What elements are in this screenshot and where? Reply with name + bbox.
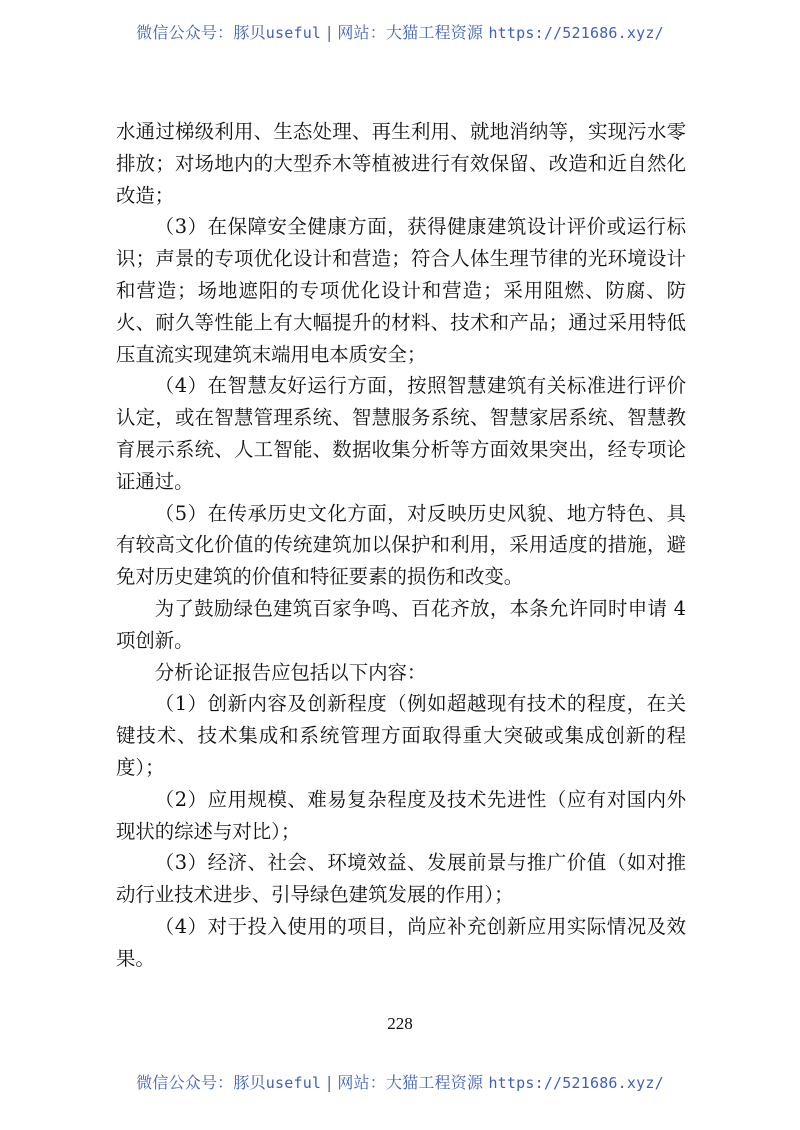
paragraph-report-intro: 分析论证报告应包括以下内容： xyxy=(154,660,427,684)
footer-watermark xyxy=(0,1070,800,1093)
paragraph-report-item-3: （3）经济、社会、环境效益、发展前景与推广价值（如对推动行业技术进步、引导绿色建筑发展的作用）； xyxy=(116,851,686,907)
paragraph-item-3-safety-health: （3）在保障安全健康方面，获得健康建筑设计评价或运行标识；声景的专项优化设计和营造；符合人体生理节律的光环境设计和营造；场地遮阳的专项优化设计和营造；采用阻燃、防腐、防火、耐久等性能上有大幅提升的材料、技术和产品；通过采用特低压直流实现建筑末端用电本质安全； xyxy=(116,215,686,366)
paragraph-item-4-smart-operation: （4）在智慧友好运行方面，按照智慧建筑有关标准进行评价认定，或在智慧管理系统、智慧服务系统、智慧家居系统、智慧教育展示系统、人工智能、数据收集分析等方面效果突出，经专项论证通过。 xyxy=(116,374,686,493)
paragraph-report-item-4: （4）对于投入使用的项目，尚应补充创新应用实际情况及效果。 xyxy=(116,914,686,970)
paragraph-innovation-limit: 为了鼓励绿色建筑百家争鸣、百花齐放，本条允许同时申请 4 项创新。 xyxy=(116,596,686,652)
watermark-separator: | xyxy=(321,23,338,42)
watermark-wechat-label: 微信公众号：豚贝 xyxy=(136,23,266,42)
watermark-site-label: 网站：大猫工程资源 xyxy=(337,1073,489,1092)
watermark-separator: | xyxy=(321,1073,338,1092)
paragraph-report-item-1: （1）创新内容及创新程度（例如超越现有技术的程度，在关键技术、技术集成和系统管理方面取得重大突破或集成创新的程度）； xyxy=(116,692,686,779)
watermark-wechat-label: 微信公众号：豚贝 xyxy=(136,1073,266,1092)
page-number: 228 xyxy=(387,1014,413,1033)
watermark-wechat-account: useful xyxy=(265,24,322,42)
watermark-site-url[interactable]: https://521686.xyz/ xyxy=(488,24,664,42)
watermark-site-label: 网站：大猫工程资源 xyxy=(337,23,489,42)
watermark-wechat-account: useful xyxy=(265,1074,322,1092)
paragraph-item-5-heritage: （5）在传承历史文化方面，对反映历史风貌、地方特色、具有较高文化价值的传统建筑加以保护和利用，采用适度的措施，避免对历史建筑的价值和特征要素的损伤和改变。 xyxy=(116,501,686,589)
watermark-site-url[interactable]: https://521686.xyz/ xyxy=(488,1074,664,1092)
header-watermark xyxy=(0,20,800,43)
paragraph-continuation: 水通过梯级利用、生态处理、再生利用、就地消纳等，实现污水零排放；对场地内的大型乔木等植被进行有效保留、改造和近自然化改造； xyxy=(116,120,686,207)
document-body xyxy=(116,116,686,975)
paragraph-report-item-2: （2）应用规模、难易复杂程度及技术先进性（应有对国内外现状的综述与对比）； xyxy=(116,787,686,843)
